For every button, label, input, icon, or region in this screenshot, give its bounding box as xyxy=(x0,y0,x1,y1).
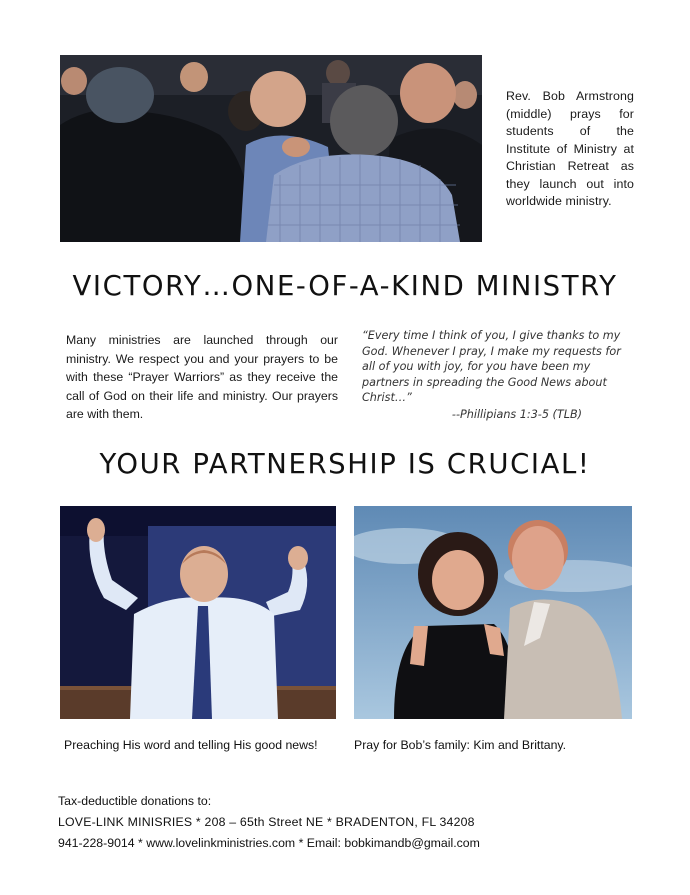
family-illustration xyxy=(354,506,632,719)
photo-family xyxy=(354,506,632,719)
caption-line: students of the xyxy=(506,124,634,138)
photo-preaching xyxy=(60,506,336,719)
preaching-caption: Preaching His word and telling His good news! xyxy=(64,738,318,752)
contact-info: 941-228-9014 * www.lovelinkministries.com * Email: bobkimandb@gmail.com xyxy=(58,836,480,850)
top-photo-caption xyxy=(506,88,634,211)
scripture-quote: “Every time I think of you, I give thanks to my God. Whenever I pray, I make my requests for all of you with joy, for you have been my partners in spreading the Good News about Christ…” xyxy=(362,329,621,405)
family-caption: Pray for Bob’s family: Kim and Brittany. xyxy=(354,738,567,752)
caption-line: Christian Retreat as xyxy=(506,159,634,173)
ministry-address: LOVE-LINK MINISRIES * 208 – 65th Street NE * BRADENTON, FL 34208 xyxy=(58,815,475,829)
preaching-illustration xyxy=(60,506,336,719)
caption-line: worldwide ministry. xyxy=(506,194,612,208)
ministry-paragraph: Many ministries are launched through our ministry. We respect you and your prayers to be with these “Prayer Warriors” as they receive the call of God on their life and ministry. Our prayers are with them. xyxy=(66,333,338,421)
headline-partnership: YOUR PARTNERSHIP IS CRUCIAL! xyxy=(99,448,591,480)
scripture-reference: --Phillipians 1:3-5 (TLB) xyxy=(451,408,582,421)
headline-victory: VICTORY…ONE-OF-A-KIND MINISTRY xyxy=(72,270,618,302)
caption-line: Institute of Ministry at xyxy=(506,141,634,156)
caption-line: they launch out into xyxy=(506,176,634,191)
photo-group-prayer xyxy=(60,55,482,242)
donation-heading: Tax-deductible donations to: xyxy=(58,794,212,808)
caption-line: (middle) prays for xyxy=(506,106,634,121)
group-prayer-illustration xyxy=(60,55,482,242)
caption-line: Rev. Bob Armstrong xyxy=(506,89,634,103)
